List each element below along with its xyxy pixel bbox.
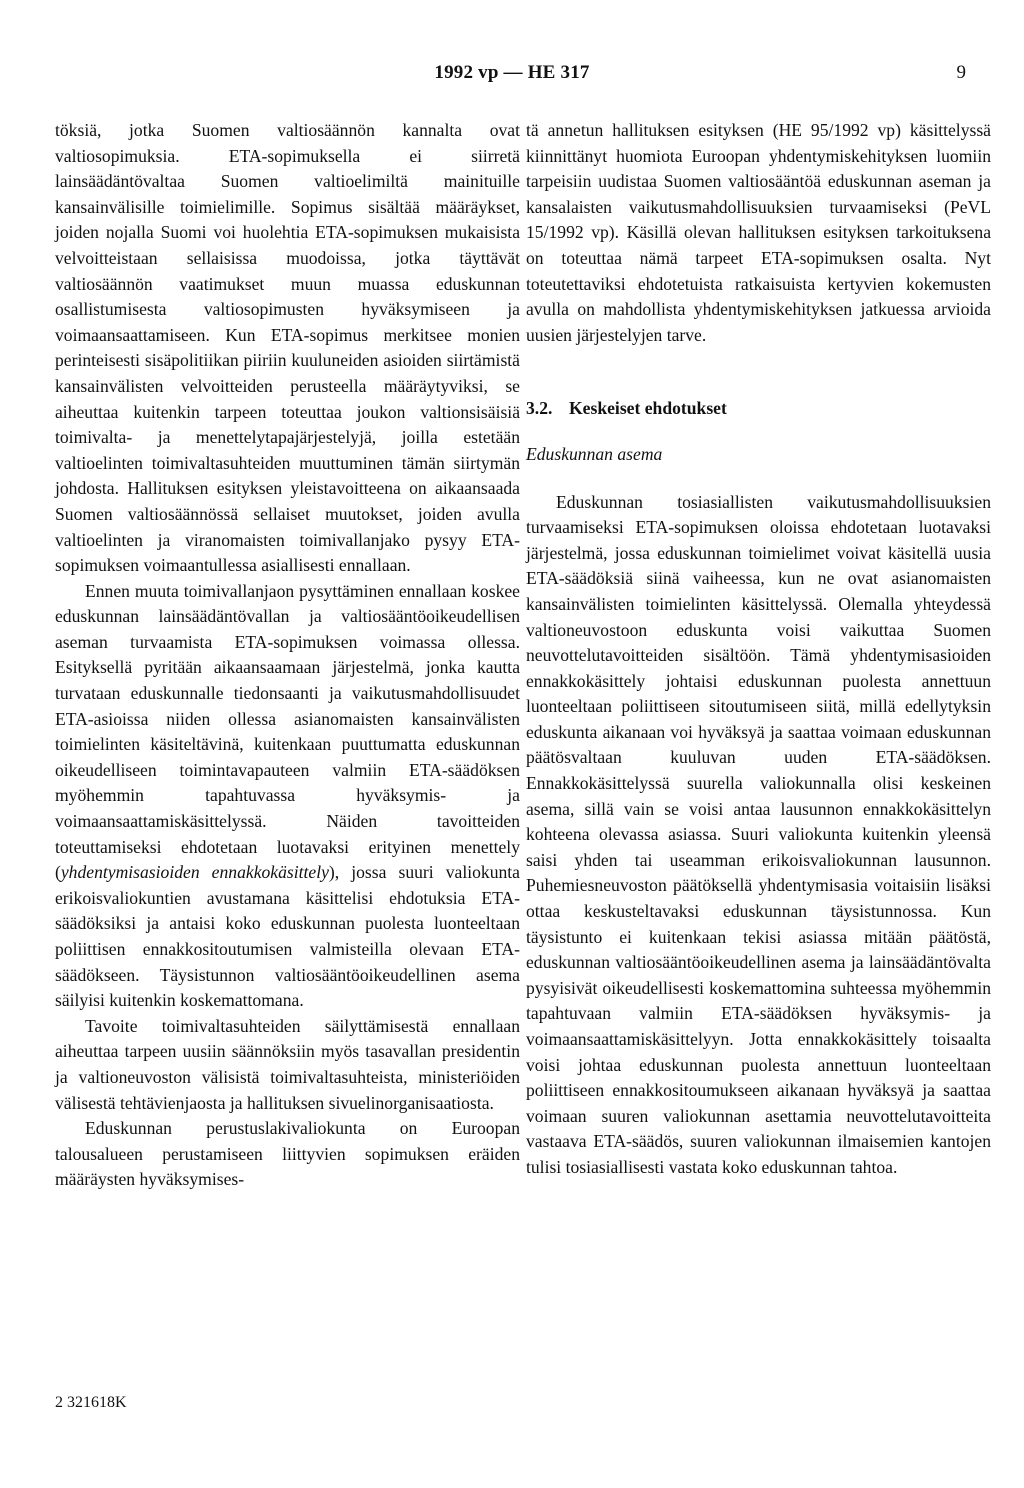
page-number: 9 xyxy=(956,62,966,83)
paragraph: Eduskunnan perustuslakivaliokunta on Euroopan talousalueen perustamiseen liittyvien sopimuksen eräiden määräysten hyväksymises- xyxy=(55,1118,520,1190)
section-title: Keskeiset ehdotukset xyxy=(569,398,727,419)
paragraph: Eduskunnan tosiasiallisten vaikutusmahdollisuuksien turvaamiseksi ETA-sopimuksen oloissa ehdotetaan luotavaksi järjestelmä, jossa eduskunnan toimielimet voivat käsitellä uusia ETA-säädöksiä siinä vaiheessa, kun ne ovat asianomaisten kansainvälisten toimielinten käsittelyssä. Olemalla yhteydessä valtioneuvostoon eduskunta voisi vaikuttaa Suomen neuvottelutavoitteiden sisältöön. Tämä yhdentymisasioiden ennakkokäsittely johtaisi eduskunnan puolesta annettuun luonteeltaan poliittiseen sitoutumiseen siitä, millä edellytyksin eduskunta aikanaan voi hyväksyä ja saattaa voimaan eduskunnan päätösvaltaan kuuluvan uuden ETA-säädöksen. Ennakkokäsittelyssä suurella valiokunnalla olisi keskeinen asema, sillä vain se voisi antaa lausunnon ennakkokäsittelyn kohteena olevassa asiassa. Suuri valiokunta kuitenkin yleensä saisi yhden tai useamman erikoisvaliokunnan lausunnon. Puhemiesneuvoston päätöksellä yhdentymisasia voitaisiin lisäksi ottaa keskusteltavaksi eduskunnan täysistunnossa. Kun täysistunto ei kuitenkaan tekisi asiassa mitään päätöstä, eduskunnan valtiosääntöoikeudellinen asema ja lainsäädäntövalta pysyisivät oikeudellisesti koskemattomina suhteessa myöhemmin tapahtuvaan valmiin ETA-säädöksen hyväksymis- ja voimaansaattamiskäsittelyyn. Jotta ennakkokäsittely toisaalta voisi johtaa eduskunnan puolesta annettuun luonteeltaan poliittiseen ennakkositoumukseen aikanaan hyväksyä ja saattaa voimaan suuren valiokunnan asettamia neuvottelutavoitteita vastaava ETA-säädös, suuren valiokunnan ilmaisemien kantojen tulisi tosiasiallisesti vastata koko eduskunnan tahtoa. xyxy=(526,491,991,1177)
left-column xyxy=(55,118,520,1193)
paragraph xyxy=(55,579,520,1014)
paragraph-text: Ennen muuta toimivallanjaon pysyttäminen ennallaan koskee eduskunnan lainsäädäntövallan ja valtiosääntöoikeudellisen aseman turvaamista ETA-sopimuksen voimassa ollessa. Esityksellä pyritään aikaansaamaan järjestelmä, jonka kautta turvataan eduskunnalle tiedonsaanti ja vaikutusmahdollisuudet ETA-asioissa niiden ollessa asianomaisten kansainvälisten toimielinten käsiteltävinä, kuitenkaan puuttumatta eduskunnan oikeudelliseen toimintavapauteen valmiin ETA-säädöksen myöhemmin tapahtuvassa hyväksymis- ja voimaansaattamiskäsittelyssä. Näiden tavoitteiden toteuttamiseksi ehdotetaan luotavaksi erityinen menettely ( xyxy=(55,580,520,883)
page-header xyxy=(0,62,1024,92)
paragraph: Tavoite toimivaltasuhteiden säilyttämisestä ennallaan aiheuttaa tarpeen uusiin säännöksiin myös tasavallan presidentin ja valtioneuvoston välisistä toimivaltasuhteista, ministeriöiden välisestä tehtävienjaosta ja hallituksen sivuelinorganisaatiosta. xyxy=(55,1015,520,1113)
italic-term: yhdentymisasioiden ennakkokäsittely xyxy=(60,862,329,883)
footer-code: 2 321618K xyxy=(55,1394,127,1411)
section-number: 3.2. xyxy=(526,398,553,419)
running-head: 1992 vp — HE 317 xyxy=(434,62,590,83)
paragraph: töksiä, jotka Suomen valtiosäännön kannalta ovat valtiosopimuksia. ETA-sopimuksella ei siirretä lainsäädäntövaltaa Suomen valtioelimiltä mainituille kansainvälisille toimielimille. Sopimus sisältää määräykset, joiden nojalla Suomi voi huolehtia ETA-sopimuksen mukaisista velvoitteistaan sellaisissa muodoissa, jotka täyttävät valtiosäännön vaatimukset muun muassa eduskunnan osallistumisesta valtiosopimusten hyväksymiseen ja voimaansaattamiseen. Kun ETA-sopimus merkitsee monien perinteisesti sisäpolitiikan piiriin kuuluneiden asioiden siirtämistä kansainvälisten velvoitteiden perusteella määräytyviksi, se aiheuttaa kuitenkin tarpeen toteuttaa joukon valtionsisäisiä toimivalta- ja menettelytapajärjestelyjä, joilla estetään valtioelinten toimivaltasuhteiden muuttuminen tämän siirtymän johdosta. Hallituksen esityksen yleistavoitteena on aikaansaada Suomen valtiosäännössä sellaiset muutokset, joiden avulla valtioelinten ja viranomaisten toimivallanjako pysyy ETA-sopimuksen voimaantullessa asiallisesti ennallaan. xyxy=(55,120,520,576)
section-heading xyxy=(526,396,991,422)
subheading: Eduskunnan asema xyxy=(526,443,663,464)
paragraph-text: ), jossa suuri valiokunta erikoisvaliokuntien avustamana käsittelisi ehdotuksia ETA-säädöksiksi ja antaisi koko eduskunnan puolesta luonteeltaan poliittisen ennakkositoutumisen valmisteilla olevaan ETA-säädökseen. Täysistunnon valtiosääntöoikeudellinen asema säilyisi kuitenkin koskemattomana. xyxy=(55,862,520,1011)
right-column xyxy=(526,118,991,1181)
paragraph: tä annetun hallituksen esityksen (HE 95/1992 vp) käsittelyssä kiinnittänyt huomiota Euroopan yhdentymiskehityksen luomiin tarpeisiin uudistaa Suomen valtiosääntöä eduskunnan aseman ja kansalaisten vaikutusmahdollisuuksien turvaamiseksi (PeVL 15/1992 vp). Käsillä olevan hallituksen esityksen tarkoituksena on toteuttaa nämä tarpeet ETA-sopimuksen osalta. Nyt toteutettaviksi ehdotetuista ratkaisuista kertyvien kokemusten avulla on mahdollista yhdentymiskehityksen jatkuessa arvioida uusien järjestelyjen tarve. xyxy=(526,120,991,345)
